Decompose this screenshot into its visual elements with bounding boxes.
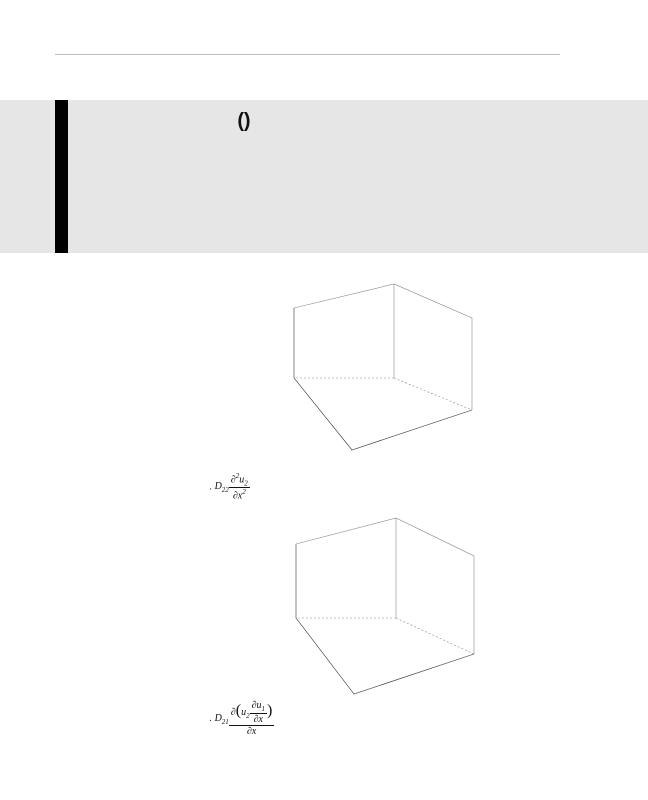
inner-denominator: ∂x (253, 714, 263, 725)
fraction-numerator: $\partial(u_2$ $\frac{\partial u_1}{\partial x}$ ) (230, 700, 273, 725)
table-title-paren-open: ( (232, 110, 244, 132)
fraction-numerator: $\partial^2u_2$ (230, 472, 248, 488)
box-edge-front (294, 308, 472, 450)
second-derivative-fraction (229, 472, 250, 502)
plot-box (294, 284, 472, 450)
running-header (55, 38, 560, 55)
fraction-denominator: $\partial x^2$ (232, 488, 246, 502)
figure-caption-a: . $D_{22}$ $\frac{\partial^2u_2}{\partial x^2}$ (209, 472, 248, 502)
coefficient-d22: $D_{22}$ (214, 481, 229, 495)
coefficient-d21: $D_{21}$ (214, 713, 229, 727)
box-edge-back (296, 518, 474, 654)
table-side-bar (55, 100, 68, 253)
box-edge-back (294, 284, 472, 410)
surface-plot-a (276, 282, 476, 452)
surface-plot-b (278, 516, 478, 696)
table-title-paren-close: ) (243, 110, 251, 132)
box-edge-front (296, 544, 474, 694)
fraction-denominator: ∂x (246, 726, 257, 737)
table-title (232, 110, 250, 133)
table-band (0, 100, 648, 253)
figure-caption-b: . $D_{21}$ $\partial(u_2$ $\frac{\partial u_1}{\partial x}$ ) ∂x (209, 700, 273, 737)
plot-box (296, 518, 474, 694)
flux-derivative-fraction (229, 700, 275, 737)
box-edge-back-bottom-right (396, 618, 474, 654)
inner-numerator: $\partial u_1$ (251, 700, 266, 713)
inner-fraction (250, 700, 267, 725)
box-edge-back-bottom-right (394, 378, 472, 410)
